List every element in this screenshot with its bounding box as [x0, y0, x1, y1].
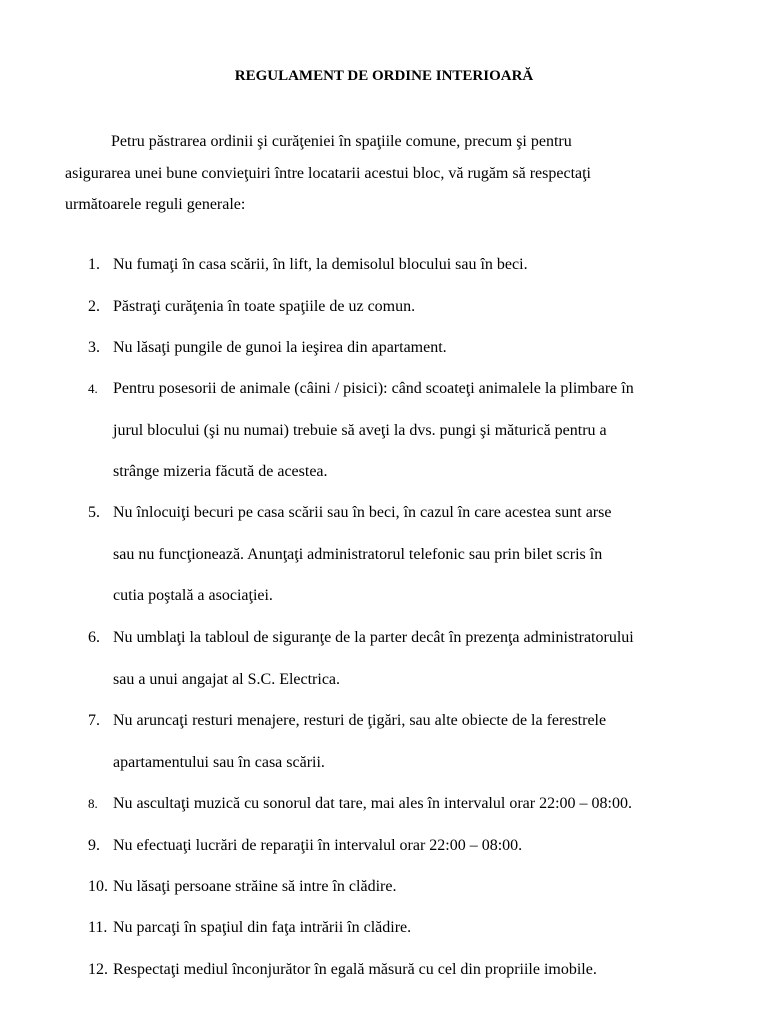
- rule-line: Nu parcaţi în spaţiul din faţa intrării în clădire.: [113, 919, 412, 936]
- rule-text: [113, 628, 733, 711]
- rule-line: strânge mizeria făcută de acestea.: [113, 463, 328, 480]
- rule-number: 4.: [88, 381, 98, 396]
- rule-line: jurul blocului (şi nu numai) trebuie să aveţi la dvs. pungi şi măturică pentru a: [113, 421, 607, 439]
- rule-text: [113, 503, 733, 628]
- intro-paragraph: [65, 126, 725, 221]
- rule-text: [113, 338, 733, 380]
- rule-number: 8.: [88, 796, 98, 811]
- rule-number: 9.: [88, 837, 100, 854]
- rule-line: Nu fumaţi în casa scării, în lift, la demisolul blocului sau în beci.: [113, 256, 528, 273]
- rule-text: [113, 918, 733, 960]
- rule-number: 5.: [88, 504, 100, 521]
- rule-text: [113, 379, 733, 504]
- rule-line: cutia poştală a asociaţiei.: [113, 587, 273, 604]
- rule-line: sau a unui angajat al S.C. Electrica.: [113, 670, 341, 688]
- rule-text: [113, 836, 733, 878]
- rule-number: 2.: [88, 298, 100, 315]
- rule-text: [113, 877, 733, 919]
- rule-line: Respectaţi mediul înconjurător în egală măsură cu cel din propriile imobile.: [113, 961, 597, 978]
- rule-number: 10.: [88, 878, 108, 895]
- rule-number: 11.: [88, 919, 108, 936]
- rule-line: apartamentului sau în casa scării.: [113, 753, 325, 771]
- rule-number: 1.: [88, 256, 100, 273]
- rule-number: 7.: [88, 712, 100, 729]
- intro-line: asigurarea unei bune convieţuiri între locatarii acestui bloc, vă rugăm să respectaţi: [65, 164, 591, 182]
- rule-line: Nu aruncaţi resturi menajere, resturi de ţigări, sau alte obiecte de la ferestrele: [113, 712, 607, 729]
- rule-line: Nu ascultaţi muzică cu sonorul dat tare, mai ales în intervalul orar 22:00 – 08:00.: [113, 795, 632, 812]
- rule-text: [113, 711, 733, 794]
- rule-line: sau nu funcţionează. Anunţaţi administratorul telefonic sau prin bilet scris în: [113, 545, 603, 563]
- rule-line: Nu lăsaţi pungile de gunoi la ieşirea din apartament.: [113, 339, 447, 356]
- document-title: REGULAMENT DE ORDINE INTERIOARĂ: [234, 68, 534, 84]
- rule-line: Nu umblaţi la tabloul de siguranţe de la parter decât în prezenţa administratorului: [113, 629, 634, 646]
- rule-text: [113, 297, 733, 339]
- rule-text: [113, 960, 733, 1002]
- rule-line: Pentru posesorii de animale (câini / pisici): când scoateţi animalele la plimbare în: [113, 380, 634, 397]
- intro-line: următoarele reguli generale:: [65, 196, 246, 213]
- rule-text: [113, 794, 733, 836]
- rule-number: 12.: [88, 961, 108, 978]
- rule-text: [113, 255, 733, 297]
- rule-number: 3.: [88, 339, 100, 356]
- rule-line: Nu înlocuiţi becuri pe casa scării sau în beci, în cazul în care acestea sunt arse: [113, 504, 612, 521]
- intro-line: Petru păstrarea ordinii şi curăţeniei în spaţiile comune, precum şi pentru: [111, 133, 572, 150]
- rule-line: Păstraţi curăţenia în toate spaţiile de uz comun.: [113, 298, 416, 315]
- rule-number: 6.: [88, 629, 100, 646]
- rule-line: Nu efectuaţi lucrări de reparaţii în intervalul orar 22:00 – 08:00.: [113, 837, 523, 854]
- rule-line: Nu lăsaţi persoane străine să intre în clădire.: [113, 878, 397, 895]
